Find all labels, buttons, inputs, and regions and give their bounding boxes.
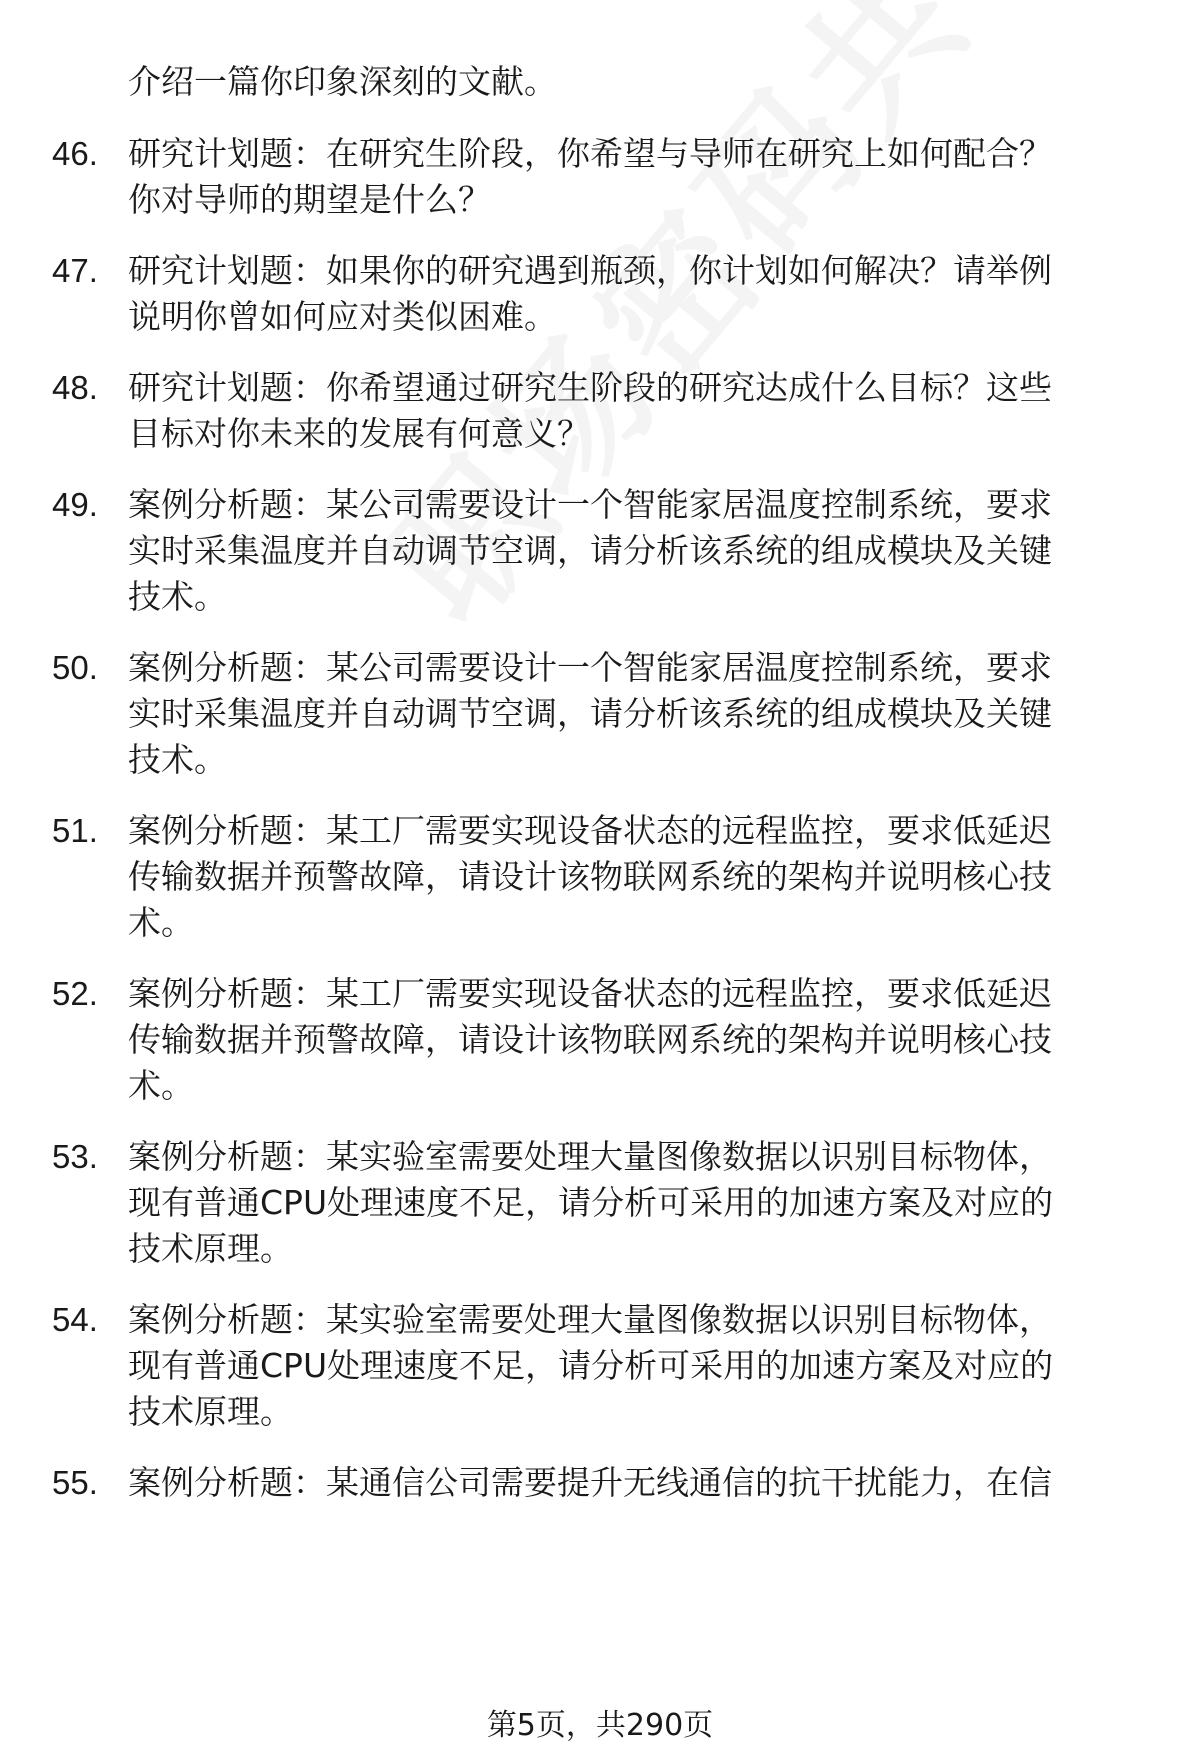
- question-number: 53.: [52, 1138, 98, 1175]
- question-number: 47.: [52, 252, 98, 289]
- question-number: 52.: [52, 975, 98, 1012]
- question-number: 49.: [52, 486, 98, 523]
- question-text-line: 现有普通CPU处理速度不足，请分析可采用的加速方案及对应的: [128, 1183, 1054, 1222]
- question-number: 46.: [52, 135, 98, 172]
- question-text-line: 案例分析题：某公司需要设计一个智能家居温度控制系统，要求: [128, 648, 1052, 687]
- question-text-line: 研究计划题：在研究生阶段，你希望与导师在研究上如何配合？: [128, 134, 1052, 173]
- question-text-line: 实时采集温度并自动调节空调，请分析该系统的组成模块及关键: [128, 694, 1052, 733]
- question-text-line: 案例分析题：某实验室需要处理大量图像数据以识别目标物体，: [128, 1137, 1052, 1176]
- page-footer: 第5页，共290页: [486, 1708, 714, 1743]
- question-text-line: 技术原理。: [128, 1229, 293, 1268]
- question-text-line: 目标对你未来的发展有何意义？: [128, 414, 590, 453]
- question-text-line: 说明你曾如何应对类似困难。: [128, 297, 557, 336]
- question-text-line: 实时采集温度并自动调节空调，请分析该系统的组成模块及关键: [128, 531, 1052, 570]
- question-text-line: 术。: [128, 1066, 194, 1105]
- question-text-line: 研究计划题：你希望通过研究生阶段的研究达成什么目标？这些: [128, 368, 1052, 407]
- question-text-line: 技术原理。: [128, 1392, 293, 1431]
- intro-tail-text: 介绍一篇你印象深刻的文献。: [128, 62, 557, 101]
- question-number: 51.: [52, 812, 98, 849]
- question-text-line: 案例分析题：某工厂需要实现设备状态的远程监控，要求低延迟: [128, 811, 1052, 850]
- question-number: 48.: [52, 369, 98, 406]
- question-number: 54.: [52, 1301, 98, 1338]
- question-text-line: 案例分析题：某通信公司需要提升无线通信的抗干扰能力，在信: [128, 1463, 1052, 1502]
- question-text-line: 技术。: [128, 577, 227, 616]
- question-text-line: 传输数据并预警故障，请设计该物联网系统的架构并说明核心技: [128, 1020, 1052, 1059]
- question-text-line: 现有普通CPU处理速度不足，请分析可采用的加速方案及对应的: [128, 1346, 1054, 1385]
- question-text-line: 术。: [128, 903, 194, 942]
- question-text-line: 研究计划题：如果你的研究遇到瓶颈，你计划如何解决？请举例: [128, 251, 1052, 290]
- question-text-line: 案例分析题：某工厂需要实现设备状态的远程监控，要求低延迟: [128, 974, 1052, 1013]
- question-text-line: 案例分析题：某实验室需要处理大量图像数据以识别目标物体，: [128, 1300, 1052, 1339]
- question-text-line: 案例分析题：某公司需要设计一个智能家居温度控制系统，要求: [128, 485, 1052, 524]
- question-number: 50.: [52, 649, 98, 686]
- question-text-line: 你对导师的期望是什么？: [128, 180, 491, 219]
- question-text-line: 技术。: [128, 740, 227, 779]
- question-number: 55.: [52, 1464, 98, 1501]
- question-text-line: 传输数据并预警故障，请设计该物联网系统的架构并说明核心技: [128, 857, 1052, 896]
